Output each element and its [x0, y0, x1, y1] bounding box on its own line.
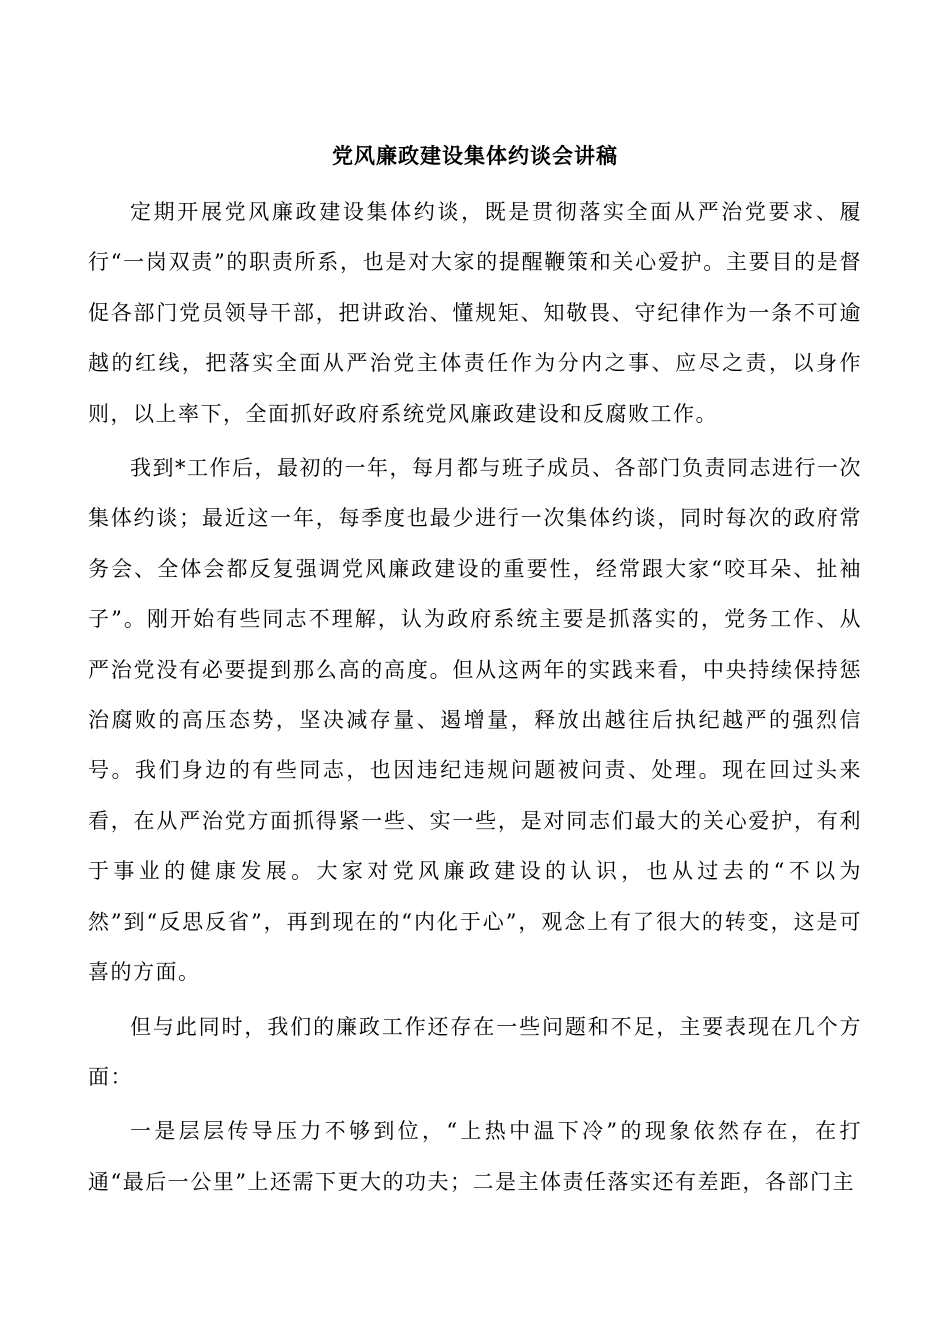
paragraph-1: 定期开展党风廉政建设集体约谈，既是贯彻落实全面从严治党要求、履行“一岗双责”的职责所系，也是对大家的提醒鞭策和关心爱护。主要目的是督促各部门党员领导干部，把讲政治、懂规矩、知敬畏、守纪律作为一条不可逾越的红线，把落实全面从严治党主体责任作为分内之事、应尽之责，以身作则，以上率下，全面抓好政府系统党风廉政建设和反腐败工作。	[88, 200, 862, 426]
paragraph-3: 但与此同时，我们的廉政工作还存在一些问题和不足，主要表现在几个方面：	[88, 1014, 862, 1089]
document-page	[88, 138, 862, 1211]
paragraph-4: 一是层层传导压力不够到位，“上热中温下冷”的现象依然存在，在打通“最后一公里”上还需下更大的功夫；二是主体责任落实还有差距，各部门主	[88, 1119, 862, 1194]
document-title: 党风廉政建设集体约谈会讲稿	[332, 143, 618, 168]
paragraph-2: 我到*工作后，最初的一年，每月都与班子成员、各部门负责同志进行一次集体约谈；最近这一年，每季度也最少进行一次集体约谈，同时每次的政府常务会、全体会都反复强调党风廉政建设的重要性，经常跟大家“咬耳朵、扯袖子”。刚开始有些同志不理解，认为政府系统主要是抓落实的，党务工作、从严治党没有必要提到那么高的高度。但从这两年的实践来看，中央持续保持惩治腐败的高压态势，坚决减存量、遏增量，释放出越往后执纪越严的强烈信号。我们身边的有些同志，也因违纪违规问题被问责、处理。现在回过头来看，在从严治党方面抓得紧一些、实一些，是对同志们最大的关心爱护，有利于事业的健康发展。大家对党风廉政建设的认识，也从过去的“不以为然”到“反思反省”，再到现在的“内化于心”，观念上有了很大的转变，这是可喜的方面。	[88, 456, 862, 985]
